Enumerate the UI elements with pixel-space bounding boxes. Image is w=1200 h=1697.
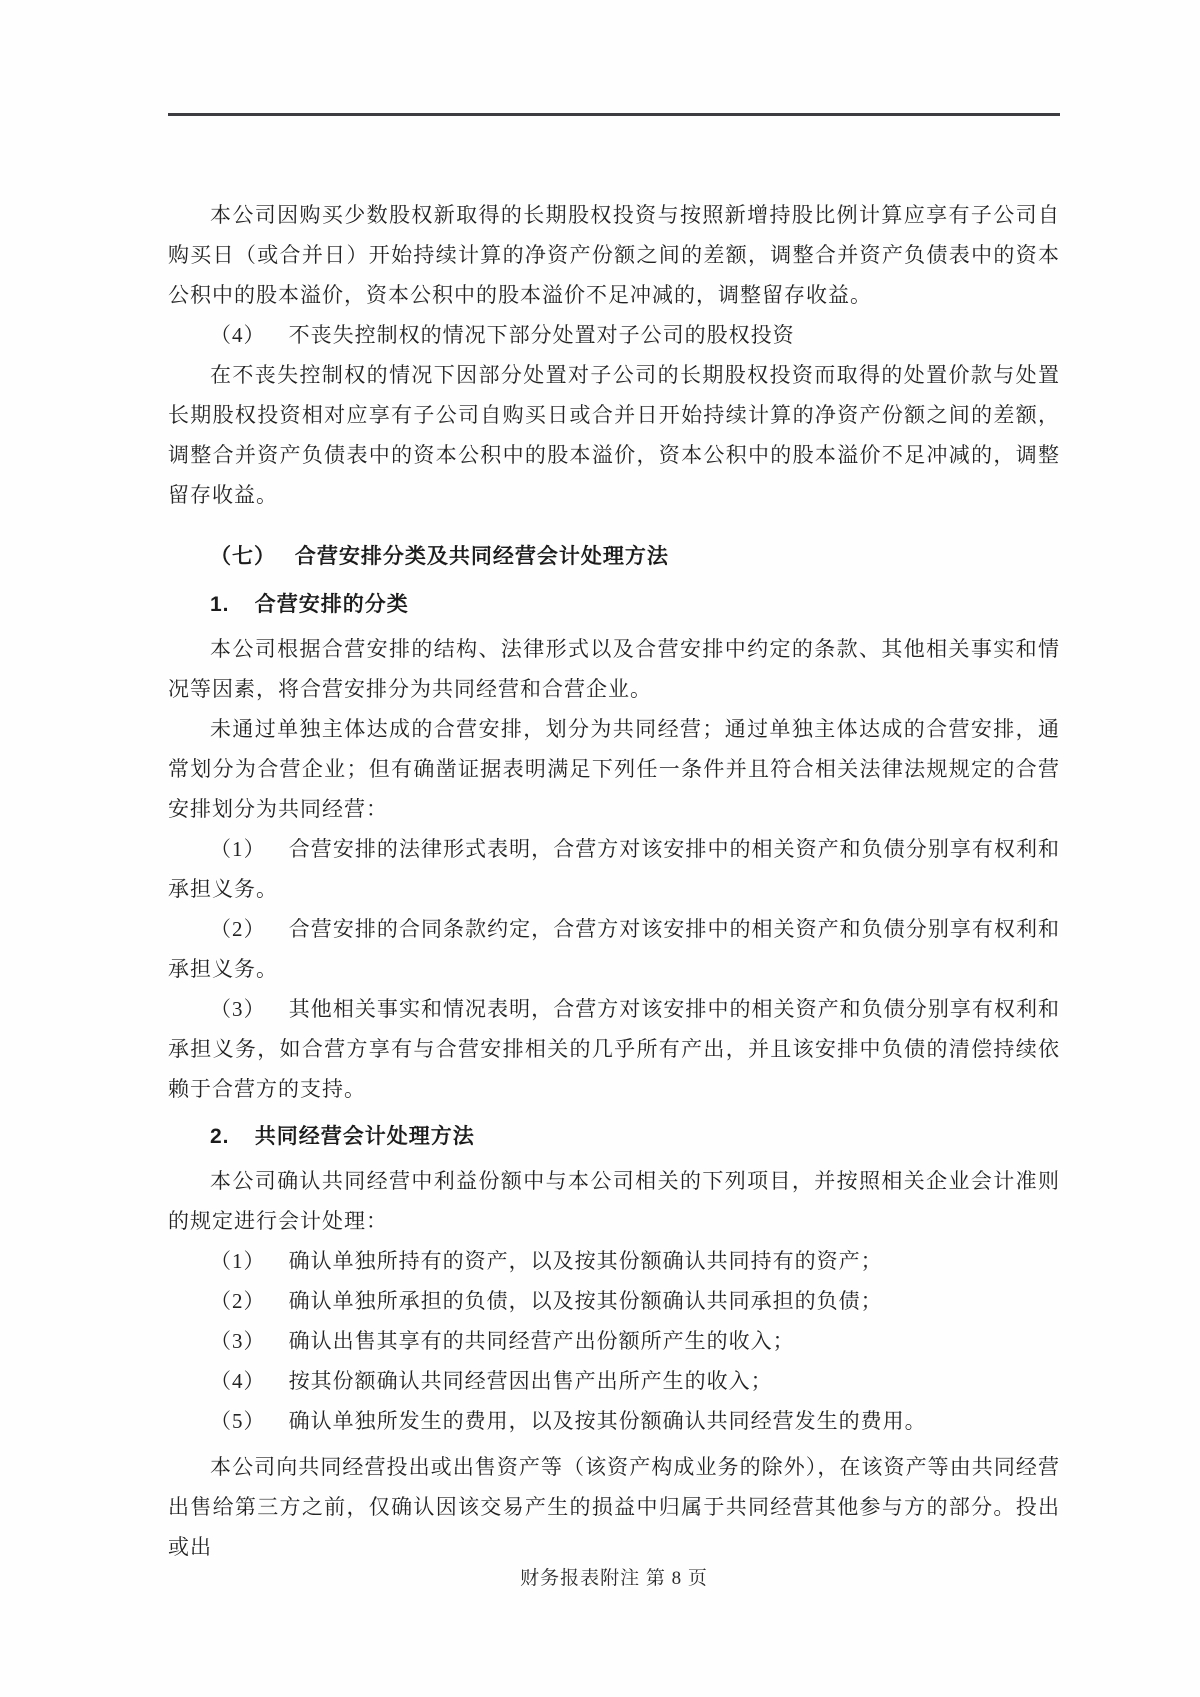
list-item-condition-1 bbox=[168, 829, 1060, 909]
item-marker: （1） bbox=[210, 1249, 266, 1273]
paragraph-minority-purchase: 本公司因购买少数股权新取得的长期股权投资与按照新增持股比例计算应享有子公司自购买日（或合并日）开始持续计算的净资产份额之间的差额，调整合并资产负债表中的资本公积中的股本溢价，资本公积中的股本溢价不足冲减的，调整留存收益。 bbox=[168, 203, 1060, 307]
paragraph-joint-operation-intro: 本公司确认共同经营中利益份额中与本公司相关的下列项目，并按照相关企业会计准则的规定进行会计处理： bbox=[168, 1169, 1060, 1233]
heading-marker: 2. bbox=[210, 1125, 230, 1148]
list-item-condition-2 bbox=[168, 909, 1060, 989]
heading-marker: （七） bbox=[210, 545, 276, 568]
item-text: 确认单独所持有的资产，以及按其份额确认共同持有的资产； bbox=[288, 1249, 883, 1273]
subsection-heading-two bbox=[168, 1117, 1060, 1157]
item-marker: （1） bbox=[210, 837, 266, 861]
heading-text: 合营安排的分类 bbox=[254, 593, 409, 616]
heading-text: 合营安排分类及共同经营会计处理方法 bbox=[294, 545, 669, 568]
list-item-condition-3 bbox=[168, 989, 1060, 1109]
paragraph-partial-disposal: 在不丧失控制权的情况下因部分处置对子公司的长期股权投资而取得的处置价款与处置长期股权投资相对应享有子公司自购买日或合并日开始持续计算的净资产份额之间的差额，调整合并资产负债表中的资本公积中的股本溢价，资本公积中的股本溢价不足冲减的，调整留存收益。 bbox=[168, 363, 1060, 507]
item-text: 确认单独所承担的负债，以及按其份额确认共同承担的负债； bbox=[288, 1289, 883, 1313]
item-text: 其他相关事实和情况表明，合营方对该安排中的相关资产和负债分别享有权利和承担义务，如合营方享有与合营安排相关的几乎所有产出，并且该安排中负债的清偿持续依赖于合营方的支持。 bbox=[168, 997, 1061, 1101]
page-footer bbox=[168, 1565, 1060, 1593]
list-item-accounting-3 bbox=[168, 1321, 1060, 1361]
item-marker: （2） bbox=[210, 1289, 266, 1313]
item-text: 确认出售其享有的共同经营产出份额所产生的收入； bbox=[288, 1329, 795, 1353]
item-text: 合营安排的法律形式表明，合营方对该安排中的相关资产和负债分别享有权利和承担义务。 bbox=[168, 837, 1061, 901]
item-text: 确认单独所发生的费用，以及按其份额确认共同经营发生的费用。 bbox=[288, 1409, 927, 1433]
heading-marker: 1. bbox=[210, 593, 230, 616]
item-text: 不丧失控制权的情况下部分处置对子公司的股权投资 bbox=[288, 323, 795, 347]
item-text: 按其份额确认共同经营因出售产出所产生的收入； bbox=[288, 1369, 773, 1393]
page-content bbox=[168, 195, 1060, 1567]
subsection-heading-one bbox=[168, 585, 1060, 625]
paragraph-classification-basis: 本公司根据合营安排的结构、法律形式以及合营安排中约定的条款、其他相关事实和情况等因素，将合营安排分为共同经营和合营企业。 bbox=[168, 637, 1060, 701]
heading-text: 共同经营会计处理方法 bbox=[254, 1125, 475, 1148]
list-item-accounting-1 bbox=[168, 1241, 1060, 1281]
list-item-accounting-2 bbox=[168, 1281, 1060, 1321]
section-heading-seven bbox=[168, 537, 1060, 577]
list-item-accounting-5 bbox=[168, 1401, 1060, 1441]
item-marker: （4） bbox=[210, 1369, 266, 1393]
item-marker: （3） bbox=[210, 1329, 266, 1353]
item-marker: （5） bbox=[210, 1409, 266, 1433]
item-marker: （3） bbox=[210, 997, 266, 1021]
list-item-accounting-4 bbox=[168, 1361, 1060, 1401]
paragraph-classification-rule: 未通过单独主体达成的合营安排，划分为共同经营；通过单独主体达成的合营安排，通常划分为合营企业；但有确凿证据表明满足下列任一条件并且符合相关法律法规规定的合营安排划分为共同经营： bbox=[168, 717, 1060, 821]
footer-text: 财务报表附注 第 8 页 bbox=[520, 1568, 708, 1589]
item-marker: （4） bbox=[210, 323, 266, 347]
header-rule bbox=[168, 113, 1060, 116]
item-text: 合营安排的合同条款约定，合营方对该安排中的相关资产和负债分别享有权利和承担义务。 bbox=[168, 917, 1061, 981]
list-item-disposal-4 bbox=[168, 315, 1060, 355]
paragraph-asset-transfer: 本公司向共同经营投出或出售资产等（该资产构成业务的除外），在该资产等由共同经营出售给第三方之前，仅确认因该交易产生的损益中归属于共同经营其他参与方的部分。投出或出 bbox=[168, 1455, 1060, 1559]
item-marker: （2） bbox=[210, 917, 266, 941]
